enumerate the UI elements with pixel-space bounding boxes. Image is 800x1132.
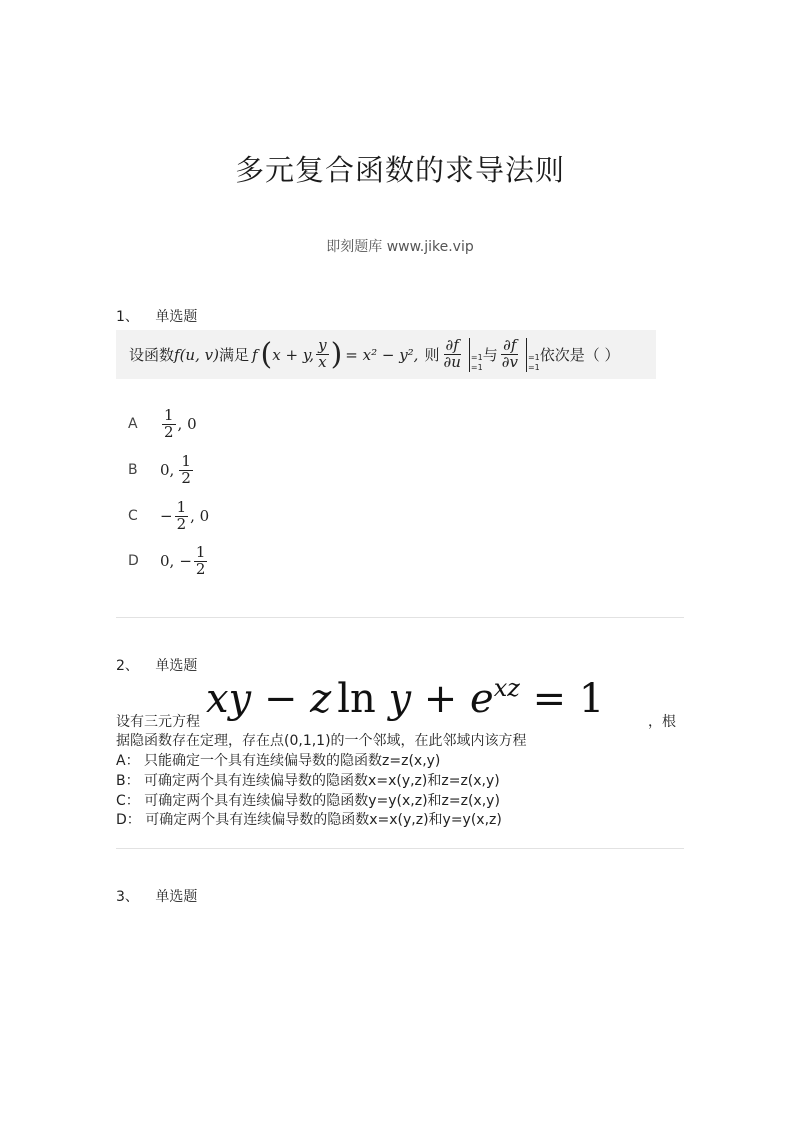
partial-v-numerator: ∂f [503, 336, 517, 355]
question-1-stem [116, 330, 656, 379]
numerator: 1 [195, 543, 206, 561]
fraction-denominator: x [318, 353, 327, 371]
question-number: 1、 [116, 309, 139, 325]
question-type: 单选题 [155, 309, 198, 325]
evaluation-bar [469, 338, 470, 372]
question-2-header [116, 655, 197, 675]
partial-derivative-u [441, 338, 462, 371]
stem-lhs-inner: x + y, [272, 345, 315, 364]
option-letter: D [128, 553, 139, 570]
question-2-stem-line2: 据隐函数存在定理，存在点(0,1,1)的一个邻域，在此邻域内该方程 [116, 733, 527, 749]
stem-rhs: = x² − y², [345, 345, 419, 364]
right-paren: ) [330, 336, 343, 372]
evaluation-subscript [528, 353, 540, 372]
stem-then: 则 [424, 346, 440, 364]
numerator: 1 [181, 452, 191, 470]
equation-exponent: xz [493, 674, 520, 702]
equation-part3: = 1 [519, 676, 605, 722]
option-rest: , 0 [190, 507, 210, 526]
evaluation-bar [526, 338, 527, 372]
eval-bottom: =1 [527, 362, 540, 372]
equation-part1: xy − z [206, 676, 332, 722]
option-fraction [179, 454, 193, 487]
option-a[interactable]: A： 只能确定一个具有连续偏导数的隐函数z=z(x,y) [116, 753, 441, 769]
option-math [160, 545, 209, 578]
question-2-stem-prefix: 设有三元方程 [116, 714, 200, 730]
left-paren: ( [260, 336, 273, 372]
option-c[interactable] [128, 500, 209, 533]
option-d[interactable]: D： 可确定两个具有连续偏导数的隐函数x=x(y,z)和y=y(x,z) [116, 812, 502, 828]
option-letter: B [128, 462, 138, 479]
question-type: 单选题 [155, 889, 198, 905]
eval-top: =1 [470, 352, 483, 362]
evaluation-subscript [471, 353, 483, 372]
divider [116, 617, 684, 618]
option-sign: − [179, 552, 192, 571]
equation-part2: y + e [375, 676, 494, 722]
denominator: 2 [195, 559, 206, 578]
option-fraction [194, 545, 208, 578]
option-math [160, 500, 209, 533]
question-number: 3、 [116, 889, 139, 905]
option-prefix: 0, [160, 461, 175, 480]
eval-top: =1 [527, 352, 540, 362]
partial-u-denominator: ∂u [443, 353, 461, 371]
equation-ln: ln [337, 676, 376, 722]
option-prefix: 0, [160, 552, 175, 571]
option-fraction [175, 500, 189, 533]
document-title: 多元复合函数的求导法则 [234, 153, 565, 187]
eval-bottom: =1 [470, 362, 483, 372]
stem-satisfies: 满足 [218, 346, 249, 364]
option-d[interactable] [128, 545, 209, 578]
option-rest: , 0 [177, 415, 197, 434]
source-line: 即刻题库 www.jike.vip [326, 239, 474, 255]
option-math [160, 408, 197, 441]
question-number: 2、 [116, 658, 139, 674]
option-b[interactable] [128, 454, 195, 487]
option-a[interactable] [128, 408, 197, 441]
denominator: 2 [176, 514, 187, 533]
option-math [160, 454, 195, 487]
question-2-stem-suffix: ，根 [648, 714, 676, 730]
numerator: 1 [176, 498, 187, 516]
partial-derivative-v [500, 338, 520, 371]
partial-v-denominator: ∂v [501, 353, 518, 371]
option-fraction [162, 408, 176, 441]
question-type: 单选题 [155, 658, 198, 674]
divider [116, 848, 684, 849]
stem-intro: 设函数 [129, 346, 175, 364]
question-1-header [116, 306, 197, 326]
equation [206, 674, 604, 722]
numerator: 1 [164, 406, 174, 424]
option-c[interactable]: C： 可确定两个具有连续偏导数的隐函数y=y(x,z)和z=z(x,y) [116, 793, 500, 809]
option-sign: − [160, 507, 173, 526]
stem-f: f [251, 345, 258, 364]
stem-func-args: f(u, v) [174, 345, 219, 364]
denominator: 2 [164, 422, 174, 441]
fraction-numerator: y [318, 336, 327, 355]
stem-and: 与 [482, 346, 498, 364]
stem-tail: 依次是（ ） [539, 346, 620, 364]
stem-fraction [316, 338, 328, 371]
partial-u-numerator: ∂f [445, 336, 459, 355]
option-letter: A [128, 416, 138, 433]
denominator: 2 [181, 468, 191, 487]
option-letter: C [128, 508, 138, 525]
option-b[interactable]: B： 可确定两个具有连续偏导数的隐函数x=x(y,z)和z=z(x,y) [116, 773, 500, 789]
question-3-header [116, 886, 197, 906]
